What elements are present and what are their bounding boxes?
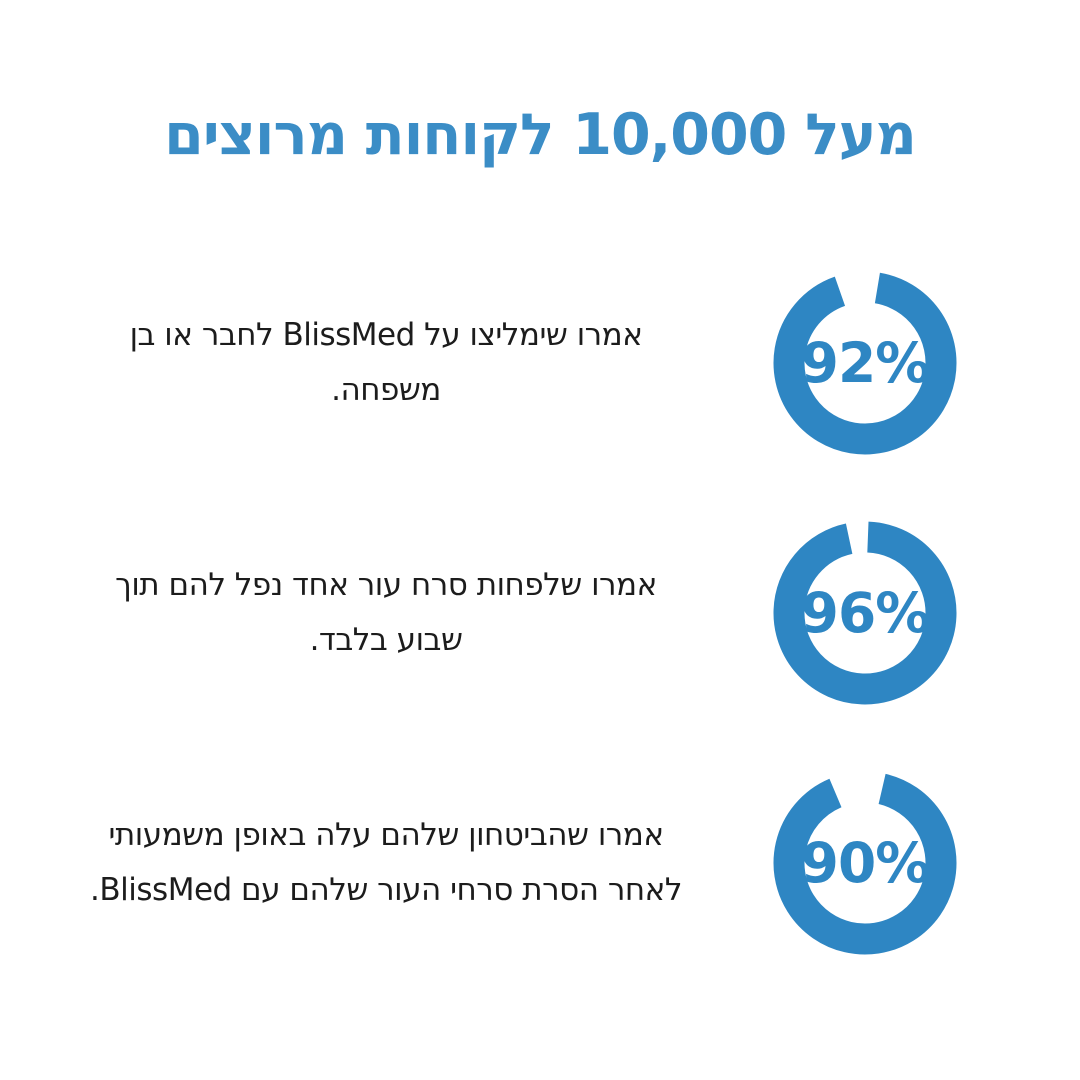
donut-chart-90 bbox=[772, 770, 958, 956]
stats-list bbox=[0, 238, 1080, 988]
stat-row-96 bbox=[0, 488, 1080, 738]
stat-description-line: שבוע בלבד. bbox=[309, 622, 463, 658]
stat-row-90 bbox=[0, 738, 1080, 988]
stat-row-92 bbox=[0, 238, 1080, 488]
donut-percent-label: 96% bbox=[800, 581, 930, 645]
donut-percent-label: 92% bbox=[800, 331, 930, 395]
donut-percent-label: 90% bbox=[800, 831, 930, 895]
stat-description bbox=[88, 558, 684, 668]
stat-description bbox=[88, 808, 684, 918]
stat-description bbox=[88, 308, 684, 418]
stat-description-line: אמרו שימליצו על BlissMed לחבר או בן bbox=[129, 317, 643, 353]
donut-chart-96 bbox=[772, 520, 958, 706]
stat-description-line: אמרו שהביטחון שלהם עלה באופן משמעותי bbox=[108, 817, 664, 853]
stat-description-line: לאחר הסרת סרחי העור שלהם עם BlissMed. bbox=[90, 872, 682, 908]
stat-description-line: משפחה. bbox=[331, 372, 441, 408]
stat-description-line: אמרו שלפחות סרח עור אחד נפל להם תוך bbox=[115, 567, 657, 603]
donut-chart-92 bbox=[772, 270, 958, 456]
page-title: מעל 10,000 לקוחות מרוצים bbox=[164, 102, 916, 168]
